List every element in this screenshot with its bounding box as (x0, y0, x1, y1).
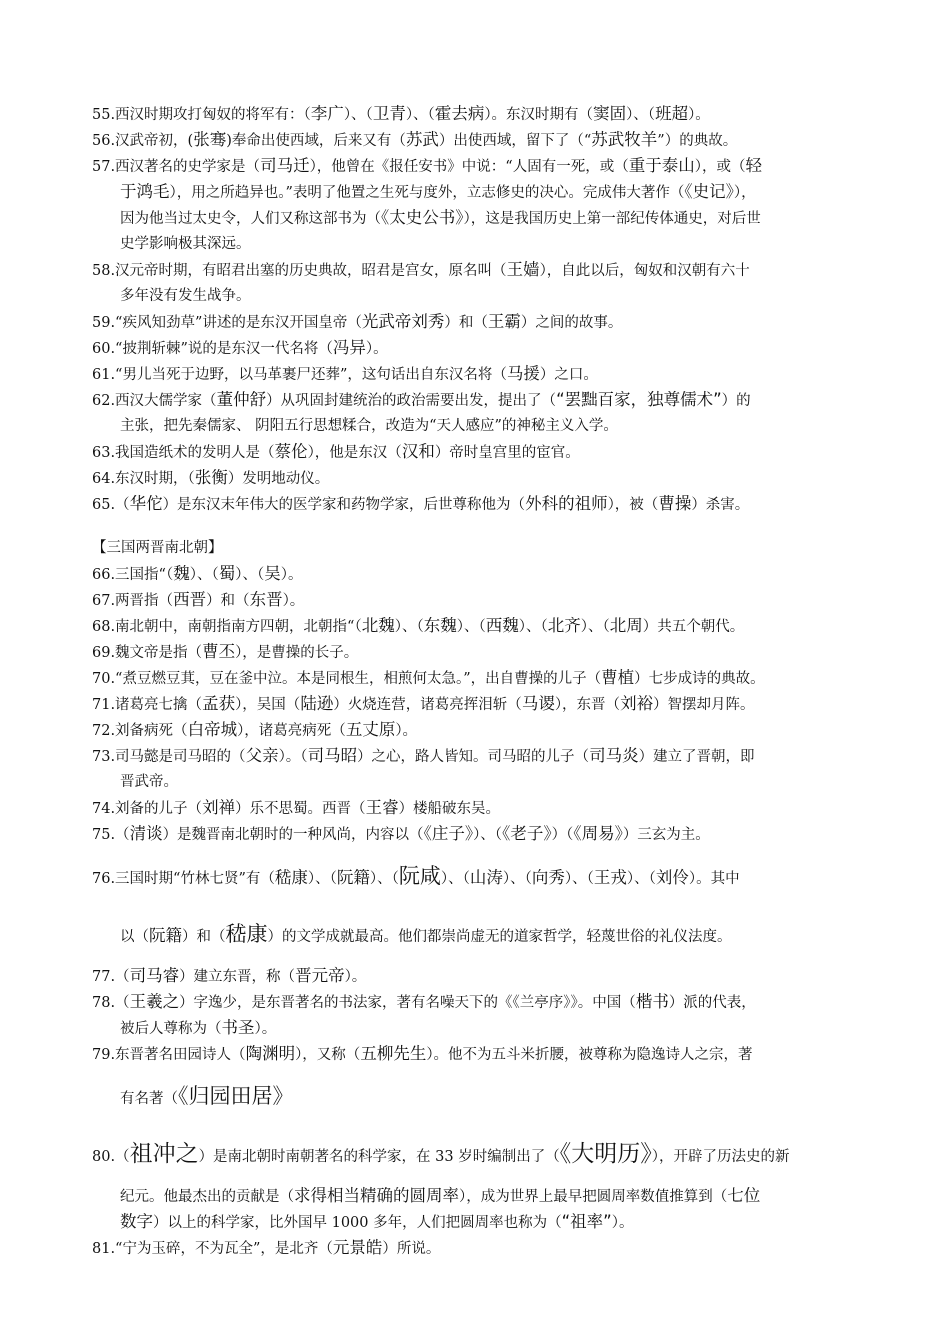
question-text: 58.汉元帝时期，有昭君出塞的历史典故，昭君是宫女，原名叫（ (92, 263, 507, 279)
text-line (92, 439, 870, 465)
section-gap (92, 517, 870, 535)
text-line (92, 743, 870, 769)
question-text: ）楼船破东吴。 (398, 801, 501, 817)
question-text: ）、（ (307, 871, 337, 887)
answer-text: 王霸 (487, 312, 521, 331)
answer-text: 张骞 (193, 130, 227, 149)
answer-text: 嵇康 (225, 922, 268, 946)
question-text: 主张，把先秦儒家、 阴阳五行思想糅合，改造为“天人感应”的神秘主义入学。 (120, 418, 618, 434)
question-text: ）字逸少，是东晋著名的书法家，著有名噪天下的《《兰亭序》》。中国（ (179, 995, 636, 1011)
question-text: ）。其中 (688, 871, 740, 887)
answer-text: 晋元帝 (295, 966, 345, 985)
answer-text: 曹操 (658, 494, 692, 513)
text-line (92, 613, 870, 639)
text-line (92, 153, 870, 179)
question-text: 81.“宁为玉碎，不为瓦全”，是北齐（ (92, 1241, 333, 1257)
question-text: ）三玄为主。 (622, 827, 710, 843)
question-text: ）之口。 (539, 367, 598, 383)
answer-text: 西晋 (173, 590, 207, 609)
answer-text: 白帝城 (187, 720, 238, 739)
question-text: ）是魏晋南北朝时的一种风尚，内容以（ (162, 827, 424, 843)
answer-text: 《老子》 (502, 824, 552, 843)
answer-text: 西魏 (485, 616, 519, 635)
answer-text: 司马睿 (129, 966, 180, 985)
question-text: 纪元。他最杰出的贡献是（ (120, 1189, 294, 1205)
question-text: ）、（ (456, 619, 486, 635)
question-text: 55.西汉时期攻打匈奴的将军有：（ (92, 107, 311, 123)
question-text: ），开辟了历法史的新 (651, 1149, 790, 1165)
question-text: ）和（ (206, 593, 250, 609)
question-text: ）建立了晋朝，即 (638, 749, 755, 765)
question-text: ）派的代表， (668, 995, 756, 1011)
question-text: 57.西汉著名的史学家是（ (92, 159, 261, 175)
question-text: ），被（ (607, 497, 659, 513)
question-text: ”）的典故。 (657, 133, 738, 149)
question-text: ）。 (254, 1021, 277, 1037)
section-heading (92, 535, 870, 561)
question-text: 有名著（ (120, 1091, 178, 1107)
answer-text: 曹丕 (202, 642, 236, 661)
text-line (92, 561, 870, 587)
answer-text: “罢黜百家，独尊儒术” (556, 390, 722, 409)
answer-text: 七位 (727, 1186, 761, 1205)
answer-text: 孟获 (202, 694, 236, 713)
answer-text: “祖率” (561, 1212, 612, 1231)
question-text: ）。东汉时期有（ (484, 107, 594, 123)
answer-text: 卫青 (372, 104, 406, 123)
answer-text: 《太史公书》 (381, 208, 464, 227)
answer-text: 数字 (120, 1212, 153, 1231)
question-text: 60.“披荆斩棘”说的是东汉一代名将（ (92, 341, 333, 357)
question-text: ）（ (551, 827, 574, 843)
question-text: 79.东晋著名田园诗人（ (92, 1047, 246, 1063)
question-text: )奉命出使西域，后来又有（ (226, 133, 406, 149)
answer-text: 求得相当精确的圆周率 (294, 1186, 459, 1205)
text-line (92, 127, 870, 153)
answer-text: 书圣 (221, 1018, 255, 1037)
question-text: 77.（ (92, 969, 130, 985)
question-text: ）从巩固封建统治的政治需要出发，提出了（ (266, 393, 557, 409)
answer-text: 清谈 (129, 824, 163, 843)
question-text: ），是曹操的长子。 (235, 645, 359, 661)
question-text: ），吴国（ (235, 697, 301, 713)
question-text: ）帝时皇宫里的宦官。 (434, 445, 580, 461)
answer-text: 元景皓 (332, 1238, 383, 1257)
question-text: ）以上的科学家，比外国早 1000 多年，人们把圆周率也称为（ (153, 1215, 562, 1231)
text-line (92, 1041, 870, 1067)
text-line (92, 587, 870, 613)
question-text: ）出使西域，留下了（“ (438, 133, 592, 149)
answer-text: 北齐 (547, 616, 581, 635)
question-text: ）、（ (343, 107, 373, 123)
text-line (92, 413, 870, 439)
answer-text: 华佗 (129, 494, 163, 513)
question-text: 71.诸葛亮七擒（ (92, 697, 203, 713)
text-line (92, 491, 870, 517)
answer-text: 陶渊明 (245, 1044, 296, 1063)
text-line (92, 257, 870, 283)
question-text: 因为他当过太史令，人们又称这部书为（ (120, 211, 381, 227)
question-text: ），自此以后，匈奴和汉朝有六十 (539, 263, 750, 279)
answer-text: 阮籍 (336, 868, 370, 887)
question-text: ）。 (344, 969, 367, 985)
question-text: ）建立东晋，称（ (179, 969, 296, 985)
answer-text: 曹植 (601, 668, 635, 687)
question-text: ）。他不为五斗米折腰，被尊称为隐逸诗人之宗，著 (426, 1047, 753, 1063)
question-text: ）、（ (580, 619, 610, 635)
text-line (92, 639, 870, 665)
answer-text: 司马昭 (307, 746, 358, 765)
answer-text: 东魏 (423, 616, 457, 635)
answer-text: 《大明历》 (559, 1141, 652, 1167)
answer-text: 汉和 (401, 442, 435, 461)
text-line (92, 795, 870, 821)
answer-text: 刘裕 (620, 694, 654, 713)
question-text: 68.南北朝中，南朝指南方四朝，北朝指“（ (92, 619, 362, 635)
question-text: ）杀害。 (691, 497, 750, 513)
answer-text: 楷书 (635, 992, 669, 1011)
question-text: ）、（ (518, 619, 548, 635)
answer-text: 张衡 (194, 468, 228, 487)
text-line (92, 1125, 870, 1183)
question-text: ）和（ (182, 929, 226, 945)
question-text: ）、（ (394, 619, 424, 635)
question-text: ）、（ (473, 827, 503, 843)
question-text: 56.汉武帝初，( (92, 133, 194, 149)
question-text: ）之心，路人皆知。司马昭的儿子（ (357, 749, 590, 765)
question-text: ），或（ (694, 159, 746, 175)
question-text: ）。 (282, 593, 305, 609)
answer-text: 吴 (264, 564, 281, 583)
question-text: ）和（ (444, 315, 488, 331)
question-text: ），用之所趋异也。”表明了他置之生死与度外，立志修史的决心。完成伟大著作（ (169, 185, 685, 201)
answer-text: 五丈原 (345, 720, 396, 739)
question-text: 80.（ (92, 1149, 130, 1165)
answer-text: 五柳先生 (360, 1044, 427, 1063)
text-line (92, 387, 870, 413)
text-line (92, 847, 870, 905)
question-text: ），诸葛亮病死（ (237, 723, 346, 739)
question-text: 62.西汉大儒学家（ (92, 393, 217, 409)
answer-text: 王嫱 (506, 260, 540, 279)
question-text: 64.东汉时期，（ (92, 471, 195, 487)
question-text: ）七步成诗的典故。 (634, 671, 765, 687)
question-text: 69.魏文帝是指（ (92, 645, 203, 661)
question-text: 75.（ (92, 827, 130, 843)
answer-text: 《史记》 (684, 182, 734, 201)
question-text: ）智摆却月阵。 (653, 697, 755, 713)
answer-text: 马援 (506, 364, 540, 383)
question-text: 65.（ (92, 497, 130, 513)
answer-text: 霍去病 (434, 104, 485, 123)
question-text: ）的 (721, 393, 751, 409)
answer-text: 东晋 (249, 590, 283, 609)
text-line (92, 231, 870, 257)
question-text: ）发明地动仪。 (227, 471, 330, 487)
question-text: 78.（ (92, 995, 130, 1011)
text-line (92, 717, 870, 743)
question-text: ）之间的故事。 (520, 315, 623, 331)
text-line (92, 769, 870, 795)
text-line (92, 1067, 870, 1125)
text-line (92, 361, 870, 387)
question-text: 以（ (120, 929, 149, 945)
answer-text: 窦固 (593, 104, 627, 123)
answer-text: 轻 (745, 156, 762, 175)
question-text: ）、（ (369, 871, 399, 887)
answer-text: 祖冲之 (129, 1141, 199, 1167)
answer-text: 王睿 (365, 798, 399, 817)
question-text: 76.三国时期“竹林七贤”有（ (92, 871, 275, 887)
answer-text: 于鸿毛 (120, 182, 170, 201)
question-text: 史学影响极其深远。 (120, 236, 251, 252)
question-text: ）。 (395, 723, 418, 739)
text-line (92, 1235, 870, 1261)
answer-text: 山涛 (469, 868, 503, 887)
question-text: 70.“煮豆燃豆萁，豆在釜中泣。本是同根生，相煎何太急。”，出自曹操的儿子（ (92, 671, 602, 687)
question-text: ）所说。 (382, 1241, 441, 1257)
answer-text: 《归园田居》 (178, 1084, 294, 1108)
text-line (92, 465, 870, 491)
question-text: ），东晋（ (554, 697, 621, 713)
answer-text: 嵇康 (274, 868, 308, 887)
question-text: 多年没有发生战争。 (120, 288, 251, 304)
text-line (92, 1209, 870, 1235)
answer-text: 蔡伦 (274, 442, 308, 461)
answer-text: 父亲 (245, 746, 279, 765)
answer-text: 董仲舒 (216, 390, 267, 409)
answer-text: 《周易》 (573, 824, 623, 843)
question-text: 59.“疾风知劲草”讲述的是东汉开国皇帝（ (92, 315, 362, 331)
answer-text: 重于泰山 (628, 156, 695, 175)
question-text: 63.我国造纸术的发明人是（ (92, 445, 275, 461)
answer-text: 陆逊 (300, 694, 334, 713)
text-line (92, 179, 870, 205)
answer-text: 苏武牧羊 (591, 130, 658, 149)
question-text: ）。 (280, 567, 303, 583)
text-line (92, 283, 870, 309)
answer-text: 北周 (609, 616, 643, 635)
question-text: 66.三国指“（ (92, 567, 174, 583)
answer-text: 苏武 (405, 130, 439, 149)
question-text: ）、（ (626, 107, 656, 123)
question-text: ）、（ (502, 871, 532, 887)
answer-text: 阮咸 (398, 864, 441, 888)
question-text: 67.两晋指（ (92, 593, 174, 609)
answer-text: 蜀 (218, 564, 236, 583)
text-line (92, 821, 870, 847)
question-text: ）、（ (564, 871, 594, 887)
question-text: ）、（ (440, 871, 470, 887)
question-text: ）乐不思蜀。西晋（ (235, 801, 366, 817)
question-text: ）。（ (278, 749, 308, 765)
answer-text: 王戎 (593, 868, 627, 887)
answer-text: 李广 (310, 104, 344, 123)
answer-text: 《庄子》 (423, 824, 474, 843)
question-text: 72.刘备病死（ (92, 723, 188, 739)
text-line (92, 1015, 870, 1041)
answer-text: 马谡 (521, 694, 555, 713)
answer-text: 刘伶 (655, 868, 689, 887)
question-text: ）是东汉末年伟大的医学家和药物学家，后世尊称他为（ (162, 497, 526, 513)
question-text: 晋武帝。 (120, 774, 178, 790)
text-line (92, 691, 870, 717)
question-text: ）。 (688, 107, 710, 123)
text-line (92, 205, 870, 231)
answer-text: 班超 (655, 104, 689, 123)
text-line (92, 335, 870, 361)
answer-text: 魏 (173, 564, 190, 583)
text-line (92, 665, 870, 691)
question-text: ），他曾在《报任安书》中说：“人固有一死，或（ (309, 159, 629, 175)
answer-text: 刘禅 (202, 798, 236, 817)
question-text: ）。 (365, 341, 388, 357)
question-text: ）共五个朝代。 (642, 619, 745, 635)
question-text: ）、（ (189, 567, 219, 583)
text-line (92, 989, 870, 1015)
text-line (92, 905, 870, 963)
question-text: ）。 (611, 1215, 634, 1231)
answer-text: 向秀 (531, 868, 565, 887)
question-text: 73.司马懿是司马昭的（ (92, 749, 246, 765)
question-text: ）是南北朝时南朝著名的科学家，在 33 岁时编制出了（ (198, 1149, 560, 1165)
question-text: ）的文学成就最高。他们都崇尚虚无的道家哲学，轻蔑世俗的礼仪法度。 (267, 929, 732, 945)
question-text: ），他是东汉（ (307, 445, 402, 461)
answer-text: 光武帝刘秀 (361, 312, 445, 331)
answer-text: 司马炎 (589, 746, 639, 765)
answer-text: 阮籍 (149, 926, 182, 945)
answer-text: 北魏 (361, 616, 395, 635)
question-text: ）、（ (626, 871, 656, 887)
text-line (92, 963, 870, 989)
question-text: 【三国两晋南北朝】 (92, 540, 223, 556)
text-line (92, 101, 870, 127)
question-text: ），这是我国历史上第一部纪传体通史，对后世 (463, 211, 761, 227)
answer-text: 王羲之 (129, 992, 180, 1011)
answer-text: 外科的祖师 (525, 494, 608, 513)
question-text: ），成为世界上最早把圆周率数值推算到（ (459, 1189, 728, 1205)
question-text: ）、（ (405, 107, 435, 123)
question-text: ）， (733, 185, 756, 201)
question-text: ）、（ (235, 567, 265, 583)
question-text: ）火烧连营，诸葛亮挥泪斩（ (333, 697, 522, 713)
question-text: 被后人尊称为（ (120, 1021, 222, 1037)
text-line (92, 1183, 870, 1209)
question-text: 74.刘备的儿子（ (92, 801, 203, 817)
text-line (92, 309, 870, 335)
answer-text: 冯异 (332, 338, 366, 357)
question-text: ），又称（ (295, 1047, 361, 1063)
answer-text: 司马迁 (260, 156, 310, 175)
question-text: 61.“男儿当死于边野，以马革裹尸还葬”，这句话出自东汉名将（ (92, 367, 507, 383)
